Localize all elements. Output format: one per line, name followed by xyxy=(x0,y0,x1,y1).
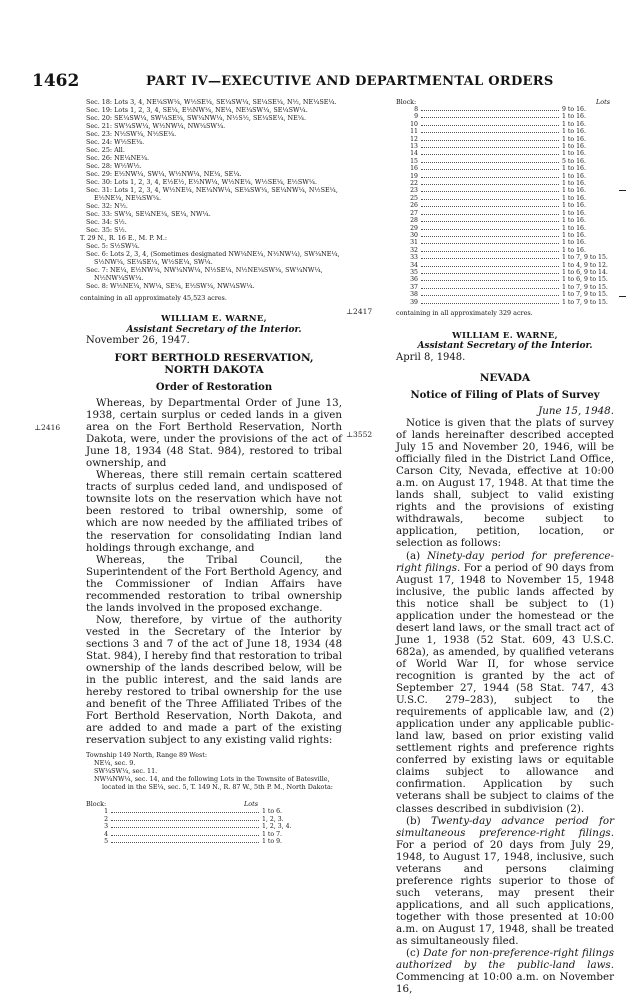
lots-range: 1 to 7, 9 to 15. xyxy=(562,291,608,299)
block-number: 34 xyxy=(410,261,418,269)
leader-dots xyxy=(421,258,559,259)
table-row xyxy=(86,823,342,830)
table-row xyxy=(396,254,614,261)
leader-dots xyxy=(421,154,559,155)
legal-line: Sec. 26: NE¼NE¼. xyxy=(86,154,150,162)
block-number: 19 xyxy=(410,172,418,180)
leader-dots xyxy=(421,303,559,304)
order-body xyxy=(86,397,342,746)
page-number: 1462 xyxy=(32,71,80,91)
signature-name: WILLIAM E. WARNE, xyxy=(161,314,267,324)
township-line: NW¼NW¼, sec. 14, and the following Lots in the Townsite of Batesville, located in the SE¼, sec. 5, T. 149 N., R. 87 W., 5th P. M., North Dakota: xyxy=(94,775,333,792)
legal-line: Sec. 7: NE¼, E½NW¼, NW¼NW¼, N½SE¼, N½NE¼SW¼, SW¼NW¼, N½NW¼SW¼. xyxy=(86,266,323,282)
block-number: 27 xyxy=(410,209,418,217)
leader-dots xyxy=(111,820,259,821)
lots-range: 1 to 16. xyxy=(562,143,586,151)
lots-range: 1 to 16. xyxy=(562,209,586,217)
document-heading: NEVADA xyxy=(479,371,531,384)
lots-range: 1 to 16. xyxy=(562,224,586,232)
table-row xyxy=(396,276,614,283)
leader-dots xyxy=(111,835,259,836)
leader-dots xyxy=(421,206,559,207)
block-number: 26 xyxy=(410,202,418,210)
margin-note-3552: ⊥3552 xyxy=(346,430,373,439)
table-row xyxy=(396,143,614,150)
township-line: NE¼, sec. 9. xyxy=(94,759,136,768)
order-date: April 8, 1948. xyxy=(396,351,466,363)
table-row xyxy=(396,128,614,135)
paragraph-b xyxy=(396,815,614,948)
lots-range: 1 to 4, 9 to 12. xyxy=(562,261,608,269)
leader-dots xyxy=(421,251,559,252)
township-line: T. 29 N., R. 16 E., M. P. M.: xyxy=(80,234,168,242)
township-description xyxy=(86,751,342,791)
lots-table-right xyxy=(396,98,614,317)
lots-range: 5 to 16. xyxy=(562,157,586,165)
table-row xyxy=(396,299,614,306)
block-number: 15 xyxy=(410,157,418,165)
paragraph: Now, therefore, by virtue of the authority vested in the Secretary of the Interior by sections 3 and 7 of the act of June 18, 1934 (48 Stat. 984), I hereby find that restoration to tribal ownership of the lands described below, will be in the public interest, and the said lands are hereby restored to tribal ownership for the use and benefit of the Three Affiliated Tribes of the Fort Berthold Reservation, North Dakota, and are added to and made a part of the existing reservation subject to any existing valid rights: xyxy=(86,613,342,747)
block-number: 13 xyxy=(410,143,418,151)
legal-line: Sec. 19: Lots 1, 2, 3, 4, SE¼, E½NW¼, NE¼, NE¼SW¼, SE¼SW¼. xyxy=(86,106,308,114)
leader-dots xyxy=(421,221,559,222)
block-number: 23 xyxy=(410,187,418,195)
leader-dots xyxy=(421,236,559,237)
margin-note-2417: ⊥2417 xyxy=(346,307,373,316)
block-number: 3 xyxy=(104,823,108,831)
block-number: 22 xyxy=(410,180,418,188)
signature-title: Assistant Secretary of the Interior. xyxy=(126,324,302,335)
leader-dots xyxy=(111,842,259,843)
block-number: 10 xyxy=(410,120,418,128)
township-line: SW¼SW¼, sec. 11. xyxy=(94,767,158,776)
lots-range: 1 to 16. xyxy=(562,231,586,239)
table-row xyxy=(86,838,342,845)
leader-dots xyxy=(421,184,559,185)
block-number: 38 xyxy=(410,291,418,299)
lots-range: 1 to 16. xyxy=(562,135,586,143)
leader-dots xyxy=(421,243,559,244)
table-row xyxy=(396,269,614,276)
block-number: 39 xyxy=(410,298,418,306)
block-number: 2 xyxy=(104,815,108,823)
leader-dots xyxy=(421,147,559,148)
legal-line: Sec. 31: Lots 1, 2, 3, 4, W½NE¼, NE¼NW¼, SE¼SW¼, SE¼NW¼, N½SE¼, E½NE¼, NE¼SW¼. xyxy=(86,186,338,202)
running-head: PART IV—EXECUTIVE AND DEPARTMENTAL ORDERS xyxy=(146,74,554,89)
document-heading xyxy=(86,352,342,376)
lots-range: 1 to 16. xyxy=(562,239,586,247)
block-number: 33 xyxy=(410,254,418,262)
table-row xyxy=(396,247,614,254)
table-row xyxy=(396,217,614,224)
table-row xyxy=(396,202,614,209)
table-row xyxy=(396,232,614,239)
table-row xyxy=(396,187,614,194)
lots-range: 1 to 16. xyxy=(562,120,586,128)
leader-dots xyxy=(421,288,559,289)
leader-dots xyxy=(421,273,559,274)
margin-note-2416: ⊥2416 xyxy=(34,423,61,432)
legal-description xyxy=(80,98,342,302)
containing-text: containing in all approximately 45,523 acres. xyxy=(80,294,227,302)
lots-range: 1 to 16. xyxy=(562,180,586,188)
legal-line: Sec. 23: N½SW¼, N½SE¼. xyxy=(86,130,177,138)
legal-line: Sec. 24: W½SE¼. xyxy=(86,138,145,146)
legal-line: Sec. 20: SE¼SW¼, SW¼SE¼, SW¼NW¼, N½S½, SE¼SE¼, NE¼. xyxy=(86,114,306,122)
legal-line: Sec. 18: Lots 3, 4, NE¼SW¼, W½SE¼, SE¼SW¼, SE¼SE¼, N½, NE¼SE¼. xyxy=(86,98,337,106)
leader-dots xyxy=(421,191,559,192)
leader-dots xyxy=(421,117,559,118)
lots-range: 1 to 6. xyxy=(262,808,282,816)
leader-dots xyxy=(421,110,559,111)
leader-dots xyxy=(421,169,559,170)
leader-dots xyxy=(421,229,559,230)
block-number: 25 xyxy=(410,194,418,202)
table-row xyxy=(396,106,614,113)
lots-range: 1 to 16. xyxy=(562,194,586,202)
lots-range: 1, 2, 3, 4. xyxy=(262,823,292,831)
table-row xyxy=(396,173,614,180)
legal-line: Sec. 6: Lots 2, 3, 4, (Sometimes designated NW¼NE¼, N½NW¼), SW¼NE¼, S½NW¼, SE¼SE¼, W½SE¼, SW¼. xyxy=(86,250,340,266)
table-row xyxy=(396,262,614,269)
legal-line: Sec. 33: SW¼, SE¼NE¼, SE¼, NW¼. xyxy=(86,210,211,218)
block-number: 32 xyxy=(410,246,418,254)
lots-range: 1 to 16. xyxy=(562,150,586,158)
leader-dots xyxy=(421,140,559,141)
lots-range: 1 to 16. xyxy=(562,217,586,225)
table-row xyxy=(396,113,614,120)
paragraph-c xyxy=(396,947,614,995)
legal-line: Sec. 21: SW¼SW¼, W½NW¼, NW¼SW¼. xyxy=(86,122,226,130)
legal-line: Sec. 29: E½NW¼, SW¼, W½NW¼, NE¼, SE¼. xyxy=(86,170,242,178)
lots-range: 1 to 16. xyxy=(562,165,586,173)
block-number: 9 xyxy=(414,113,418,121)
lots-range: 1 to 7, 9 to 15. xyxy=(562,254,608,262)
block-label: Block: xyxy=(86,800,107,809)
signature-block xyxy=(396,331,614,352)
lots-table-left xyxy=(86,800,342,845)
paragraph-text: For a period of 20 days from July 29, 1948, to August 17, 1948, inclusive, such veterans and persons claiming preference rights superior to those of such veterans, may present their applications, and all such applications, together with those presented at 10:00 a.m. on August 17, 1948, shall be treated as simultaneously filed. xyxy=(396,838,614,948)
table-row xyxy=(396,165,614,172)
leader-dots xyxy=(421,132,559,133)
leader-dots xyxy=(421,199,559,200)
table-row xyxy=(396,180,614,187)
table-row xyxy=(396,121,614,128)
block-number: 36 xyxy=(410,276,418,284)
lots-range: 1 to 7. xyxy=(262,830,282,838)
legal-line: Sec. 35: S½. xyxy=(86,226,127,234)
containing-text: containing in all approximately 329 acres. xyxy=(396,308,533,317)
leader-dots xyxy=(421,280,559,281)
document-subheading: Notice of Filing of Plats of Survey xyxy=(410,389,600,401)
lots-range: 1 to 16. xyxy=(562,246,586,254)
paragraph-text: Commencing at 10:00 a.m. on November 16, xyxy=(396,971,614,995)
lots-range: 1 to 16. xyxy=(562,202,586,210)
lots-range: 9 to 16. xyxy=(562,106,586,113)
margin-dash xyxy=(619,296,626,297)
lots-range: 1 to 16. xyxy=(562,187,586,195)
block-number: 4 xyxy=(104,830,108,838)
lots-table-header xyxy=(396,98,614,106)
paragraph-italic: Date for non-preference-right filings authorized by the public-land laws. xyxy=(396,947,614,972)
lots-range: 1 to 6, 9 to 14. xyxy=(562,268,608,276)
notice-date: June 15, 1948. xyxy=(538,404,614,417)
leader-dots xyxy=(111,812,259,813)
signature-title: Assistant Secretary of the Interior. xyxy=(417,341,593,352)
lots-range: 1 to 16. xyxy=(562,113,586,121)
paragraph-label: (b) xyxy=(406,814,432,827)
township-line: Township 149 North, Range 89 West: xyxy=(86,751,208,760)
signature-block xyxy=(86,314,342,335)
block-number: 16 xyxy=(410,165,418,173)
lots-range: 1 to 6, 9 to 15. xyxy=(562,276,608,284)
lots-range: 1 to 9. xyxy=(262,837,282,845)
lots-label: Lots xyxy=(244,800,258,809)
legal-line: Sec. 25: All. xyxy=(86,146,125,154)
lots-label: Lots xyxy=(596,98,610,106)
block-number: 35 xyxy=(410,268,418,276)
order-date: November 26, 1947. xyxy=(86,335,190,346)
paragraph-a xyxy=(396,550,614,815)
table-row xyxy=(396,291,614,298)
block-number: 29 xyxy=(410,224,418,232)
lots-range: 1 to 16. xyxy=(562,172,586,180)
paragraph: Whereas, the Tribal Council, the Superintendent of the Fort Berthold Agency, and the Commissioner of Indian Affairs have recommended restoration to tribal ownership the lands involved in the proposed exchange. xyxy=(86,553,342,614)
left-column xyxy=(80,98,342,845)
table-row xyxy=(396,284,614,291)
leader-dots xyxy=(421,295,559,296)
signature-name: WILLIAM E. WARNE, xyxy=(452,330,558,341)
table-row xyxy=(86,816,342,823)
block-number: 37 xyxy=(410,283,418,291)
block-number: 31 xyxy=(410,239,418,247)
heading-line: NORTH DAKOTA xyxy=(164,364,264,376)
legal-line: Sec. 32: N½. xyxy=(86,202,128,210)
paragraph-label: (c) xyxy=(406,947,424,960)
table-row xyxy=(396,158,614,165)
block-number: 30 xyxy=(410,231,418,239)
legal-line: Sec. 30: Lots 1, 2, 3, 4, E½E½, E½NW¼, W½NE¼, W½SE¼, E½SW¼. xyxy=(86,178,318,186)
block-number: 5 xyxy=(104,837,108,845)
table-row xyxy=(396,225,614,232)
block-label: Block: xyxy=(396,98,417,106)
legal-line: Sec. 5: S½SW¼. xyxy=(86,242,140,250)
table-row xyxy=(396,150,614,157)
block-number: 11 xyxy=(410,128,418,136)
lots-range: 1 to 7, 9 to 15. xyxy=(562,283,608,291)
block-number: 1 xyxy=(104,808,108,816)
document-subheading: Order of Restoration xyxy=(155,382,273,393)
leader-dots xyxy=(111,827,259,828)
paragraph: Whereas, by Departmental Order of June 13, 1938, certain surplus or ceded lands in a given area on the Fort Berthold Reservation, North Dakota, were, under the provisions of the act of June 18, 1934 (48 Stat. 984), restored to tribal ownership, and xyxy=(86,397,342,470)
table-row xyxy=(396,136,614,143)
heading-line: FORT BERTHOLD RESERVATION, xyxy=(114,352,314,364)
leader-dots xyxy=(421,214,559,215)
paragraph: Notice is given that the plats of survey of lands hereinafter described accepted July 15 and November 20, 1946, will be officially filed in the District Land Office, Carson City, Nevada, effective at 10:00 a.m. on August 17, 1948. At that time the lands shall, subject to valid existing rights and the provisions of existing withdrawals, become subject to application, petition, location, or selection as follows: xyxy=(396,417,614,550)
leader-dots xyxy=(421,162,559,163)
table-row xyxy=(396,239,614,246)
lots-range: 1, 2, 3. xyxy=(262,815,284,823)
leader-dots xyxy=(421,125,559,126)
right-column xyxy=(396,98,614,995)
leader-dots xyxy=(421,177,559,178)
margin-dash xyxy=(619,190,626,191)
paragraph-italic: Ninety-day period for preference-right filings. xyxy=(396,549,615,574)
notice-body xyxy=(396,405,614,995)
table-row xyxy=(86,831,342,838)
paragraph: Whereas, there still remain certain scattered tracts of surplus ceded land, and undisposed of townsite lots on the reservation which have not been restored to tribal ownership, some of which are now needed by the affiliated tribes of the reservation for consolidating Indian land holdings through exchange, and xyxy=(86,469,342,554)
table-row xyxy=(396,195,614,202)
lots-range: 1 to 16. xyxy=(562,128,586,136)
block-number: 12 xyxy=(410,135,418,143)
lots-range: 1 to 7, 9 to 15. xyxy=(562,298,608,306)
legal-line: Sec. 28: W½W½. xyxy=(86,162,142,170)
paragraph-label: (a) xyxy=(406,549,428,562)
legal-line: Sec. 8: W½NE¼, NW¼, SE¼, E½SW¼, NW¼SW¼. xyxy=(86,282,255,290)
block-number: 14 xyxy=(410,150,418,158)
lots-table-header xyxy=(86,800,342,808)
table-row xyxy=(396,210,614,217)
block-number: 8 xyxy=(414,106,418,113)
block-number: 28 xyxy=(410,217,418,225)
paragraph-text: For a period of 90 days from August 17, 1948 to November 15, 1948 inclusive, the public lands affected by this notice shall be subject to (1) application under the homestead or the desert land laws, or the small tract act of June 1, 1938 (52 Stat. 609, 43 U.S.C. 682a), as amended, by qualified veterans of World War II, for whose service recognition is granted by the act of September 27, 1944 (58 Stat. 747, 43 U.S.C. 279–283), subject to the requirements of applicable law, and (2) application under any applicable public-land law, based on prior existing valid settlement rights and preference rights conferred by existing laws or equitable claims subject to allowance and confirmation. Application by such veterans shall be subject to claims of the classes described in subdivision (2). xyxy=(396,561,614,815)
legal-line: Sec. 34: S½. xyxy=(86,218,127,226)
leader-dots xyxy=(421,266,559,267)
paragraph-italic: Twenty-day advance period for simultaneous preference-right filings. xyxy=(396,814,614,839)
table-row xyxy=(86,808,342,815)
